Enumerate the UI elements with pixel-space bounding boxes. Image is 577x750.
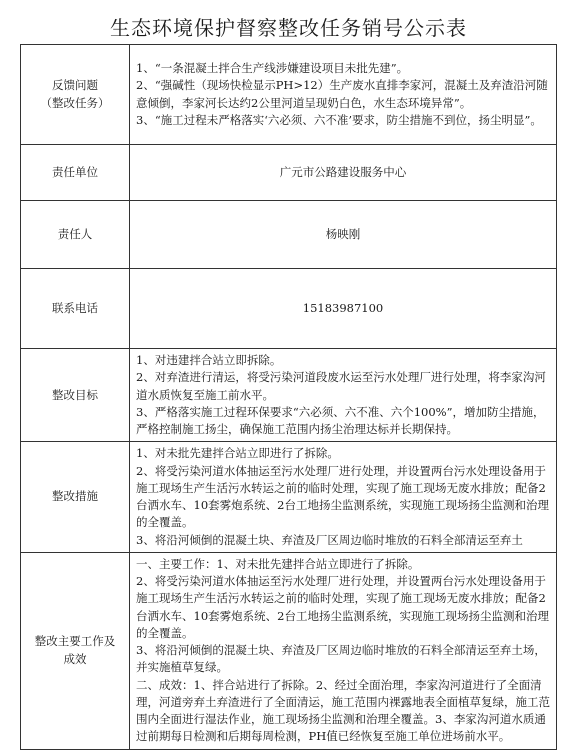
table-row-results xyxy=(21,552,557,749)
goal-item: 2、对弃渣进行清运，将受污染河道段废水运至污水处理厂进行处理，将李家沟河道水质恢复至施工前水平。 xyxy=(136,370,546,402)
page-title: 生态环境保护督察整改任务销号公示表 xyxy=(110,16,467,40)
measures-item: 3、将沿河倾倒的混凝土块、弃渣及厂区周边临时堆放的石料全部清运至弃土 xyxy=(136,532,523,547)
feedback-value xyxy=(130,45,557,145)
measures-item: 2、将受污染河道水体抽运至污水处理厂进行处理，并设置两台污水处理设备用于施工现场生产生活污水转运之前的临时处理，实现了施工现场无废水排放；配备2台洒水车、10套雾炮系统、2台工地扬尘监测系统，实现施工现场扬尘监测和治理的全覆盖。 xyxy=(136,463,549,530)
table-row-feedback xyxy=(21,45,557,145)
phone-value: 15183987100 xyxy=(130,269,557,349)
person-label: 责任人 xyxy=(21,201,130,269)
table-row-measures xyxy=(21,442,557,553)
table-row-person xyxy=(21,201,557,269)
feedback-label xyxy=(21,45,130,145)
results-item: 一、主要工作：1、对未批先建拌合站立即进行了拆除。 xyxy=(136,556,420,571)
unit-value: 广元市公路建设服务中心 xyxy=(130,145,557,201)
measures-item: 1、对未批先建拌合站立即进行了拆除。 xyxy=(136,446,339,461)
unit-label: 责任单位 xyxy=(21,145,130,201)
measures-label: 整改措施 xyxy=(21,442,130,553)
feedback-label-line1: 反馈问题 xyxy=(52,78,98,93)
goal-label: 整改目标 xyxy=(21,349,130,442)
table-row-phone xyxy=(21,269,557,349)
results-item: 3、将沿河倾倒的混凝土块、弃渣及厂区周边临时堆放的石料全部清运至弃土场，并实施植草复绿。 xyxy=(136,643,546,675)
results-label-line1: 整改主要工作及 xyxy=(34,634,116,649)
person-value: 杨映刚 xyxy=(130,201,557,269)
table-row-goal xyxy=(21,349,557,442)
phone-label: 联系电话 xyxy=(21,269,130,349)
results-item: 2、将受污染河道水体抽运至污水处理厂进行处理，并设置两台污水处理设备用于施工现场生产生活污水转运之前的临时处理，实现了施工现场无废水排放；配备2台洒水车、10套雾炮系统、2台工地扬尘监测系统，实现施工现场扬尘监测和治理的全覆盖。 xyxy=(136,574,549,640)
measures-value xyxy=(130,442,557,553)
goal-item: 1、对违建拌合站立即拆除。 xyxy=(136,353,282,367)
results-item: 二、成效：1、拌合站进行了拆除。2、经过全面治理，李家沟河道进行了全面清理，河道旁弃土弃渣进行了全面清运，施工范围内裸露地表全面植草复绿，施工范围内全面进行湿法作业，施工现场扬尘监测和治理全覆盖。3、李家沟河道水质通过前期每日检测和后期每周检测，PH值已经恢复至施工单位进场前水平。 xyxy=(136,677,550,744)
table-row-unit xyxy=(21,145,557,201)
feedback-item: 3、“施工过程未严格落实‘六必须、六不准’要求，防尘措施不到位，扬尘明显”。 xyxy=(136,112,542,127)
goal-item: 3、严格落实施工过程环保要求“六必须、六不准、六个100%”，增加防尘措施，严格控制施工扬尘，确保施工范围内扬尘治理达标并长期保持。 xyxy=(136,404,545,436)
results-label-line2: 成效 xyxy=(63,651,87,666)
feedback-item: 1、“一条混凝土拌合生产线涉嫌建设项目未批先建”。 xyxy=(136,61,409,75)
results-label xyxy=(21,552,130,749)
feedback-item: 2、“强碱性（现场快检显示PH>12）生产废水直排李家河，混凝土及弃渣沿河随意倾倒，李家河长达约2公里河道呈现奶白色，水生态环境异常”。 xyxy=(136,78,548,110)
disclosure-table xyxy=(20,44,557,750)
results-value xyxy=(130,552,557,749)
feedback-label-line2: （整改任务） xyxy=(40,95,110,110)
goal-value xyxy=(130,349,557,442)
